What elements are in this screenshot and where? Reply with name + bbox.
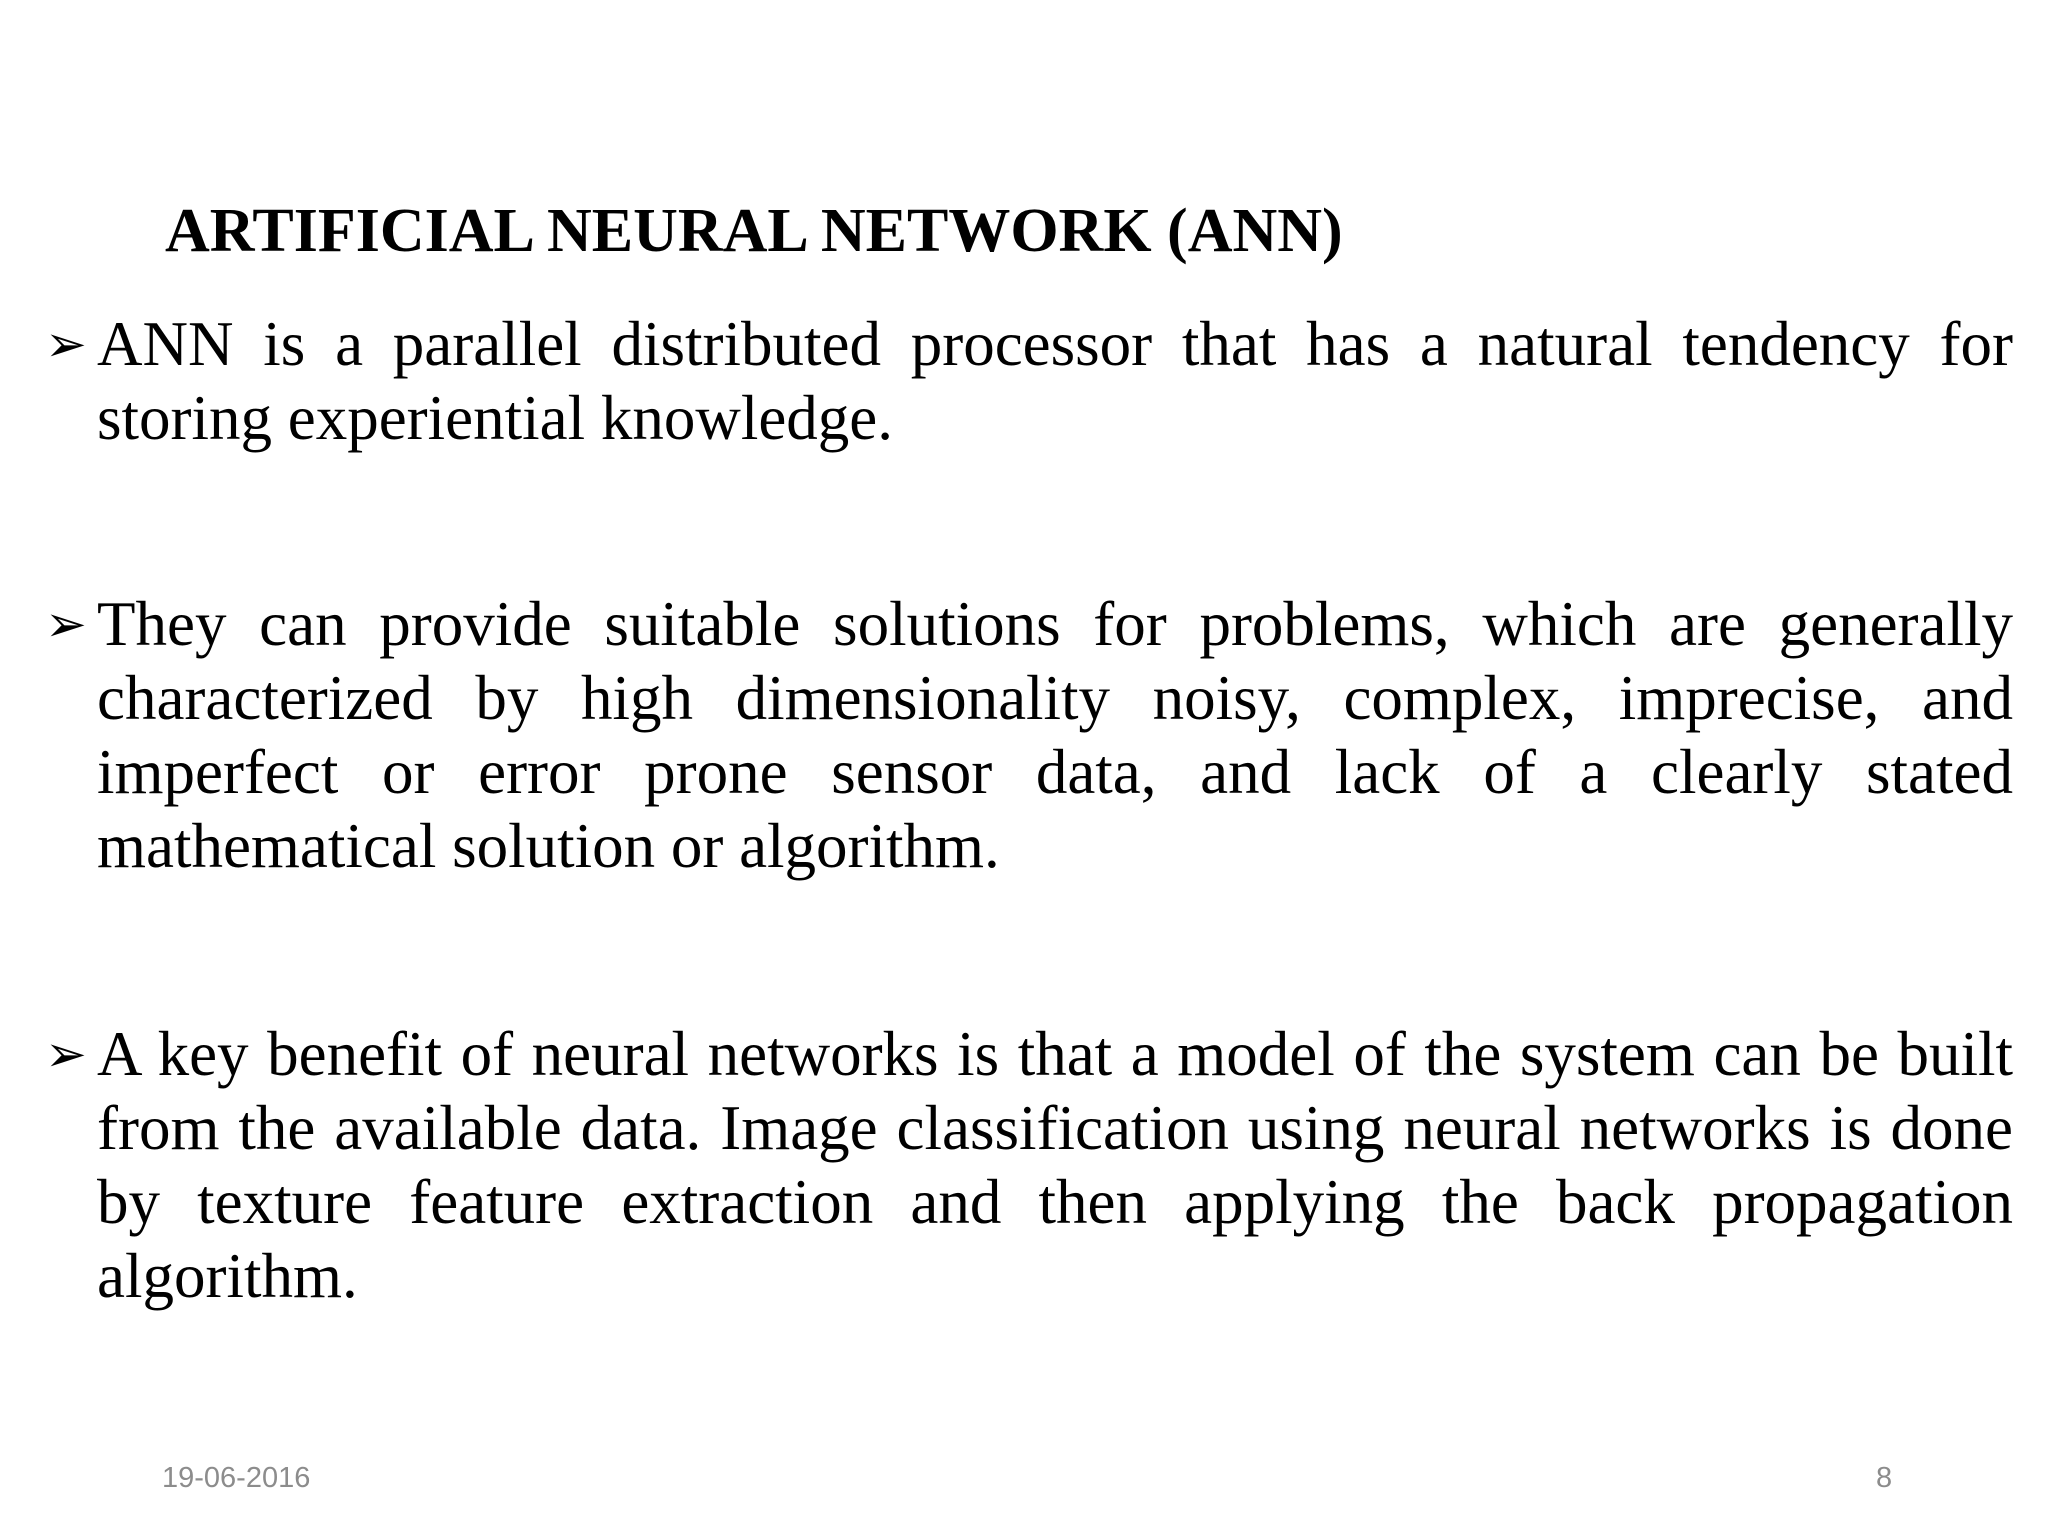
slide-title: ARTIFICIAL NEURAL NETWORK (ANN) [165,197,1343,265]
footer-date: 19-06-2016 [162,1462,311,1494]
bullet-text: They can provide suitable solutions for problems, which are generally characterized by high dimensionality noisy, complex, imprecise, and imperfect or error prone sensor data, and lack of a clearly stated mathematical solution or algorithm. [97,589,2013,881]
bullet-text: ANN is a parallel distributed processor that has a natural tendency for storing experiential knowledge. [97,309,2013,453]
bullet-item [45,307,2013,455]
bullet-item [45,587,2013,883]
footer-page-number: 8 [1876,1462,1893,1494]
bullet-item [45,1017,2013,1313]
arrowhead-bullet-icon: ➢ [45,315,87,373]
arrowhead-bullet-icon: ➢ [45,595,87,653]
bullet-text: A key benefit of neural networks is that a model of the system can be built from the available data. Image classification using neural networks is done by texture feature extraction and then applying the back propagation algorithm. [97,1019,2013,1311]
arrowhead-bullet-icon: ➢ [45,1025,87,1083]
